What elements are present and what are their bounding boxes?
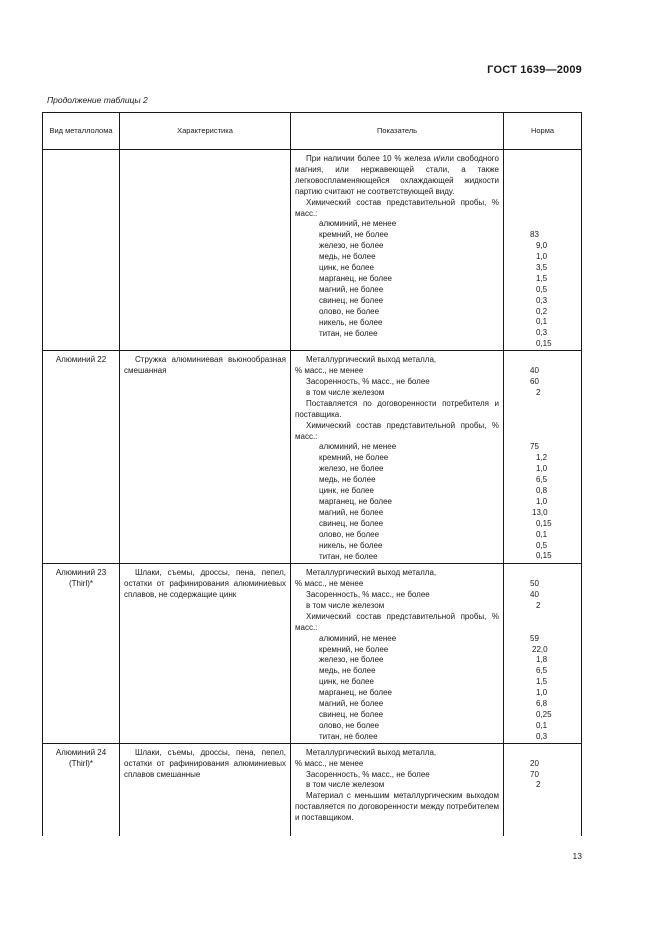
component-name: цинк, не более (319, 486, 374, 496)
component-name: никель, не более (319, 540, 383, 550)
norm-value: 0,3 (536, 731, 548, 741)
norm-value: 0,3 (536, 295, 548, 305)
chem-header: Химический состав представительной пробы, % масс.: (295, 197, 499, 218)
cell-characteristic: Шлаки, съемы, дроссы, пена, пепел, остатки от рафинирования алюминиевых сплавов, не содержащие цинк (120, 564, 291, 744)
component-name: медь, не более (319, 475, 376, 485)
component-name: железо, не более (319, 241, 384, 251)
norm-value: 59 (530, 633, 539, 643)
yield-label: Металлургический выход металла, (306, 747, 437, 757)
contamination-norm: 60 (530, 377, 539, 386)
yield-label: Металлургический выход металла, (306, 568, 437, 578)
iron-label: в том числе железом (306, 780, 385, 790)
cell-indicator (291, 150, 504, 351)
contamination-label: Засоренность, % масс., не более (306, 769, 430, 779)
yield-norm: 40 (530, 366, 539, 376)
header-characteristic: Характеристика (120, 113, 291, 150)
norm-value: 3,5 (536, 262, 548, 272)
cell-norm (504, 150, 582, 351)
norm-value: 1,2 (536, 453, 548, 463)
cell-type: Алюминий 22 (43, 351, 120, 564)
component-name: цинк, не более (319, 263, 374, 273)
norm-value: 0,15 (536, 518, 552, 528)
cell-norm (504, 351, 582, 564)
component-name: олово, не более (319, 529, 380, 539)
norm-value: 1,5 (536, 677, 548, 687)
cell-indicator (291, 743, 504, 836)
component-name: никель, не более (319, 317, 383, 327)
table-row (43, 564, 582, 744)
contamination-norm: 70 (530, 769, 539, 779)
cell-indicator (291, 564, 504, 744)
component-name: медь, не более (319, 666, 376, 676)
table-header-row (43, 113, 582, 150)
component-name: олово, не более (319, 306, 380, 316)
iron-norm: 2 (536, 387, 541, 397)
component-name: алюминий, не менее (319, 442, 397, 452)
component-name: железо, не более (319, 655, 384, 665)
norm-value: 1,0 (536, 252, 548, 262)
iron-norm: 2 (536, 600, 541, 610)
cell-norm (504, 564, 582, 744)
specification-table (42, 112, 582, 836)
norm-value: 0,25 (536, 709, 552, 719)
component-name: кремний, не более (319, 644, 389, 654)
yield-label-cont: % масс., не менее (295, 579, 364, 589)
norm-value: 0,5 (536, 540, 548, 550)
iron-norm: 2 (536, 780, 541, 790)
component-name: марганец, не более (319, 496, 392, 506)
norm-value: 0,3 (536, 328, 548, 338)
component-name: кремний, не более (319, 230, 389, 240)
header-norm: Норма (504, 113, 582, 150)
component-name: марганец, не более (319, 273, 392, 283)
norm-value: 0,15 (536, 339, 552, 349)
delivery-note: Поставляется по договоренности потребителя и поставщика. (295, 398, 499, 419)
cell-type (43, 150, 120, 351)
norm-value: 0,1 (536, 317, 548, 327)
norm-value: 0,15 (536, 551, 552, 561)
document-title: ГОСТ 1639—2009 (487, 64, 582, 76)
component-name: титан, не более (319, 731, 378, 741)
norm-value: 1,0 (536, 688, 548, 698)
norm-value: 6,5 (536, 475, 548, 485)
yield-norm: 50 (530, 579, 539, 589)
cell-characteristic (120, 150, 291, 351)
component-name: свинец, не более (319, 518, 384, 528)
norm-value: 6,8 (536, 699, 548, 709)
table-caption: Продолжение таблицы 2 (47, 95, 148, 105)
norm-value: 13,0 (532, 507, 548, 517)
cell-norm (504, 743, 582, 836)
header-indicator: Показатель (291, 113, 504, 150)
norm-value: 0,1 (536, 529, 548, 539)
iron-label: в том числе железом (306, 387, 385, 397)
contamination-label: Засоренность, % масс., не более (306, 590, 430, 600)
component-name: магний, не более (319, 284, 384, 294)
component-name: медь, не более (319, 252, 376, 262)
norm-value: 0,8 (536, 486, 548, 495)
norm-value: 0,5 (536, 284, 548, 294)
component-name: магний, не более (319, 699, 384, 709)
norm-value: 0,1 (536, 720, 548, 730)
yield-label: Металлургический выход металла, (306, 355, 437, 365)
component-name: титан, не более (319, 551, 378, 561)
cell-type: Алюминий 24 (Thirl)* (43, 743, 120, 836)
norm-value: 1,8 (536, 655, 548, 665)
table-row (43, 351, 582, 564)
iron-label: в том числе железом (306, 600, 385, 610)
table-row (43, 743, 582, 836)
page-number: 13 (572, 851, 582, 861)
component-name: марганец, не более (319, 688, 392, 698)
indicator-intro: При наличии более 10 % железа и/или свободного магния, или нержавеющей стали, а также легковоспламеняющейся охлаждающей жидкости партию считают не соответствующей виду. (295, 154, 499, 196)
component-name: магний, не более (319, 507, 384, 517)
component-name: титан, не более (319, 328, 378, 338)
chem-header: Химический состав представительной пробы, % масс.: (295, 611, 499, 632)
norm-value: 75 (530, 442, 539, 452)
component-name: свинец, не более (319, 709, 384, 719)
cell-characteristic: Стружка алюминиевая вьюнообразная смешанная (120, 351, 291, 564)
cell-characteristic: Шлаки, съемы, дроссы, пена, пепел, остатки от рафинирования алюминиевых сплавов смешанные (120, 743, 291, 836)
norm-value: 1,0 (536, 496, 548, 506)
cell-type: Алюминий 23 (Thirl)* (43, 564, 120, 744)
contamination-label: Засоренность, % масс., не более (306, 377, 430, 387)
component-name: алюминий, не менее (319, 633, 397, 643)
yield-label-cont: % масс., не менее (295, 758, 364, 768)
contamination-norm: 40 (530, 590, 539, 599)
norm-value: 22,0 (532, 644, 548, 654)
norm-value: 0,2 (536, 306, 548, 316)
component-name: цинк, не более (319, 677, 374, 687)
norm-value: 83 (530, 230, 539, 240)
component-name: алюминий, не менее (319, 219, 397, 229)
component-name: свинец, не более (319, 295, 384, 305)
delivery-note: Материал с меньшим металлургическим выходом поставляется по договоренности между потребителем и поставщиком. (295, 791, 499, 823)
component-name: железо, не более (319, 464, 384, 474)
norm-value: 9,0 (536, 241, 548, 251)
component-name: кремний, не более (319, 453, 389, 463)
norm-value: 6,5 (536, 666, 548, 676)
cell-indicator (291, 351, 504, 564)
norm-value: 1,0 (536, 464, 548, 474)
header-type: Вид металлолома (43, 113, 120, 150)
yield-norm: 20 (530, 758, 539, 768)
norm-value: 1,5 (536, 273, 548, 283)
component-name: олово, не более (319, 720, 380, 730)
yield-label-cont: % масс., не менее (295, 366, 364, 376)
table-row (43, 150, 582, 351)
chem-header: Химический состав представительной пробы, % масс.: (295, 420, 499, 441)
